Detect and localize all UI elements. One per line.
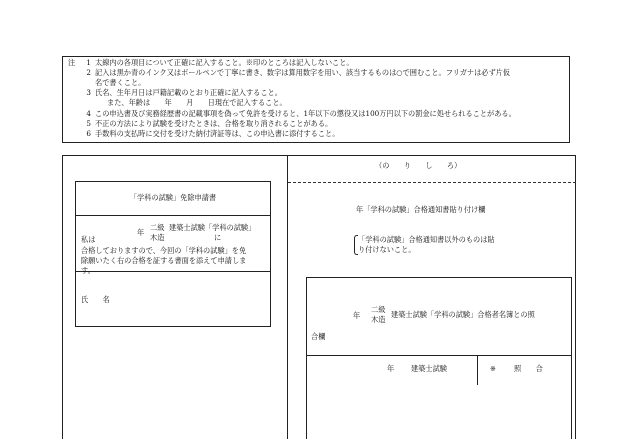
paste-note-line-1: 「学科の試験」合格通知書以外のものは貼 [358,235,495,244]
fold-line [288,182,576,183]
grade-nikyu[interactable]: 二級 [150,223,165,232]
body-line-3: す。 [81,266,95,275]
collate-text-2: 合欄 [311,332,326,341]
note-item: 2 記入は黒か青のインク又はボールペンで丁寧に書き、数字は算用数字を用い、該当するものは○で囲むこと。フリガナは必ず片仮 [86,68,511,77]
collate-grade-nikyu[interactable]: 二級 [371,305,386,314]
form-body-cell [76,216,270,272]
notes-box [62,56,570,143]
ni-label: に [214,233,222,242]
note-item: 1 太線内の各項目について正確に記入すること。※印のところは記入しないこと。 [86,58,354,67]
collate-text: 建築士試験「学科の試験」合格者名簿との照 [391,310,535,319]
form-title: 「学科の試験」免除申請書 [129,193,217,202]
note-item: 4 この申込書及び実務経歴書の記載事項を偽って免許を受けると、1年以下の懲役又は100万円以下の罰金に処せられることがある。 [86,109,516,118]
grade-mokuzo[interactable]: 木造 [150,233,165,242]
year-label: 年 [137,228,145,237]
note-item: 名で書くこと。 [95,78,146,87]
exam-name: 建築士試験「学科の試験」 [169,223,256,232]
paste-note-line-2: り付けないこと。 [358,245,416,254]
paste-area-title: 年「学科の試験」合格通知書貼り付け欄 [356,205,486,214]
collate-grade-mokuzo[interactable]: 木造 [371,315,386,324]
check-cell [477,355,573,385]
notes-heading: 注 [68,58,76,67]
note-item: また、年齢は 年 月 日現在で記入すること。 [107,98,287,107]
check-label: 照 合 [514,364,543,373]
fold-label: （の り し ろ） [375,161,462,170]
name-label: 氏 名 [81,295,110,304]
bottom-exam-label: 建築士試験 [411,364,447,373]
collation-box [306,277,572,439]
form-title-cell [76,182,270,216]
bottom-year-label: 年 [387,364,395,373]
body-line-1: 合格しておりますので、今回の「学科の試験」を免 [81,246,247,255]
note-item: 6 手数料の支払時に交付を受けた納付済証等は、この申込書に添付すること。 [86,129,340,138]
note-item: 5 不正の方法により試験を受けたときは、合格を取り消されることがある。 [86,119,333,128]
body-line-2: 除願いたく右の合格を証する書面を添えて申請しま [81,256,247,265]
name-cell [76,272,270,328]
exemption-application-form [75,181,271,327]
watashi-label: 私は [81,235,96,244]
collate-year-label: 年 [353,311,361,320]
check-mark: ※ [490,364,497,373]
note-item: 3 氏名、生年月日は戸籍記載のとおり正確に記入すること。 [86,88,282,97]
